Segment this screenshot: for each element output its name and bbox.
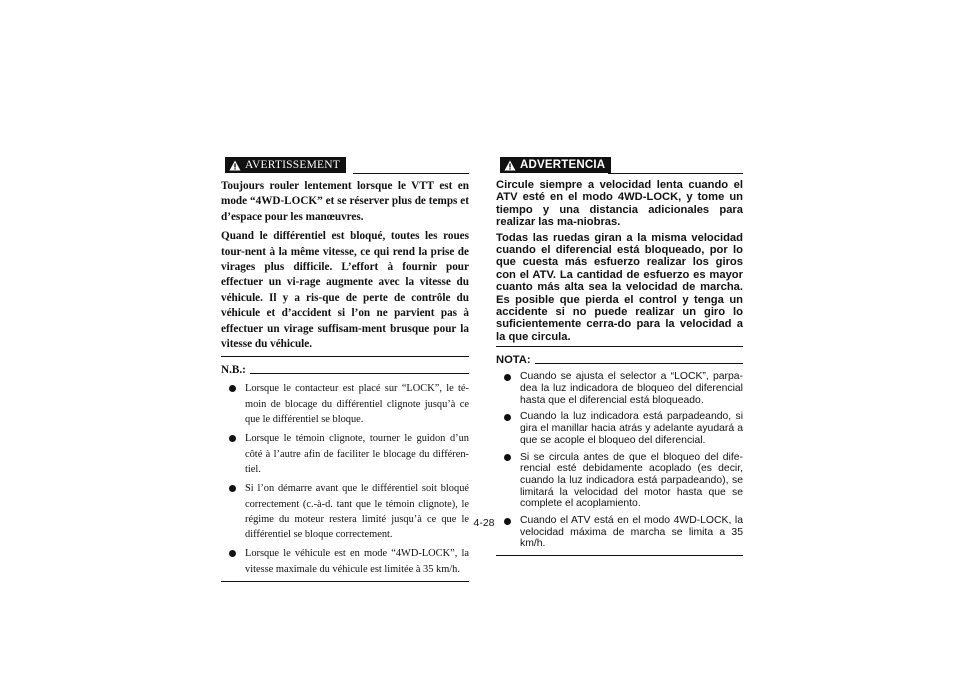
warning-label: ADVERTENCIA: [520, 159, 606, 171]
bullet-dot-icon: [504, 518, 511, 525]
bullet-dot-icon: [229, 550, 236, 557]
french-column: [221, 157, 469, 582]
list-item: [221, 481, 469, 542]
list-item-text: Si se circula antes de que el bloqueo del dife-rencial esté debidamente acoplado (es decir, cuando la luz indicadora está parpadeando), se limitará la velocidad del motor hasta que se complete el acoplamiento.: [520, 451, 743, 510]
bullet-dot-icon: [504, 414, 511, 421]
list-item-text: Lorsque le contacteur est placé sur “LOCK”, le té-moin de blocage du différentiel clignote jusqu’à ce que le différentiel se bloque.: [245, 383, 469, 426]
note-list: [496, 371, 743, 550]
list-item-text: Lorsque le témoin clignote, tourner le guidon d’un côté à l’autre afin de faciliter le blocage du différen-tiel.: [245, 433, 469, 475]
warning-header: [221, 157, 469, 175]
note-end-rule: [496, 555, 743, 556]
list-item-text: Si l’on démarre avant que le différentiel soit bloqué correctement (c.-à-d. tant que le témoin clignote), le régime du moteur restera limité jusqu’à ce que le différentiel se bloque correctement.: [245, 483, 469, 541]
bullet-dot-icon: [229, 385, 236, 392]
warning-body: [496, 179, 743, 343]
list-item-text: Cuando el ATV está en el modo 4WD-LOCK, la velocidad máxima de marcha se limita a 35 km/h.: [520, 515, 743, 550]
warning-paragraph: Toujours rouler lentement lorsque le VTT est en mode “4WD-LOCK” et se réserver plus de temps et d’espace pour les manœuvres.: [221, 180, 469, 223]
warning-paragraph: Circule siempre a velocidad lenta cuando el ATV esté en el modo 4WD-LOCK, y tome un tiempo y una distancia adicionales para realizar las ma-niobras.: [496, 179, 743, 229]
note-header-rule: [535, 363, 743, 364]
warning-header-rule: [608, 173, 743, 174]
list-item-text: Cuando la luz indicadora está parpadeando, si gira el manillar hacia atrás y adelante ayudará a que se acople el bloqueo del diferencial.: [520, 411, 743, 446]
warning-badge: [500, 157, 611, 173]
list-item: [221, 431, 469, 477]
note-header: [496, 354, 743, 366]
note-end-rule: [221, 581, 469, 582]
list-item: [221, 381, 469, 427]
bullet-dot-icon: [504, 454, 511, 461]
note-list: [221, 381, 469, 577]
warning-label: AVERTISSEMENT: [245, 159, 340, 171]
warning-end-rule: [221, 356, 469, 357]
warning-header-rule: [353, 173, 469, 174]
warning-badge: [225, 157, 346, 173]
note-label: NOTA:: [496, 354, 531, 367]
list-item-text: Lorsque le véhicule est en mode “4WD-LOCK”, la vitesse maximale du véhicule est limitée à 35 km/h.: [245, 548, 469, 575]
list-item: [496, 452, 743, 511]
note-label: N.B.:: [221, 364, 246, 377]
warning-triangle-icon: [504, 160, 516, 171]
list-item: [496, 411, 743, 446]
warning-triangle-icon: [229, 160, 241, 171]
warning-header: [496, 157, 743, 175]
warning-paragraph: Todas las ruedas giran a la misma velocidad cuando el diferencial está bloqueado, por lo que cuesta más esfuerzo realizar los giros con el ATV. La cantidad de esfuerzo es mayor cuanto más alta sea la velocidad de marcha. Es posible que pierda el control y tenga un accidente si no puede realizar un giro lo suficientemente cerra-do para la velocidad a la que circula.: [496, 231, 743, 343]
bullet-dot-icon: [229, 435, 236, 442]
bullet-dot-icon: [504, 374, 511, 381]
warning-paragraph: Quand le différentiel est bloqué, toutes les roues tour-nent à la même vitesse, ce qui rend la prise de virages plus difficile. L’effort à fournir pour effectuer un vi-rage augmente avec la vitesse du véhicule. Il y a ris-que de perte de contrôle du véhicule et d’accident si l’on ne parvient pas à effectuer un virage suffisam-ment brusque pour la vitesse du véhicule.: [221, 230, 469, 351]
page-number: 4-28: [473, 517, 495, 529]
note-header-rule: [250, 373, 469, 374]
list-item: [496, 515, 743, 550]
warning-end-rule: [496, 346, 743, 347]
list-item: [221, 546, 469, 577]
note-header: [221, 364, 469, 376]
list-item: [496, 371, 743, 406]
list-item-text: Cuando se ajusta el selector a “LOCK”, parpa-dea la luz indicadora de bloqueo del diferencial hasta que el diferencial está bloqueado.: [520, 371, 743, 406]
bullet-dot-icon: [229, 485, 236, 492]
warning-body: [221, 179, 469, 352]
spanish-column: [496, 157, 743, 556]
